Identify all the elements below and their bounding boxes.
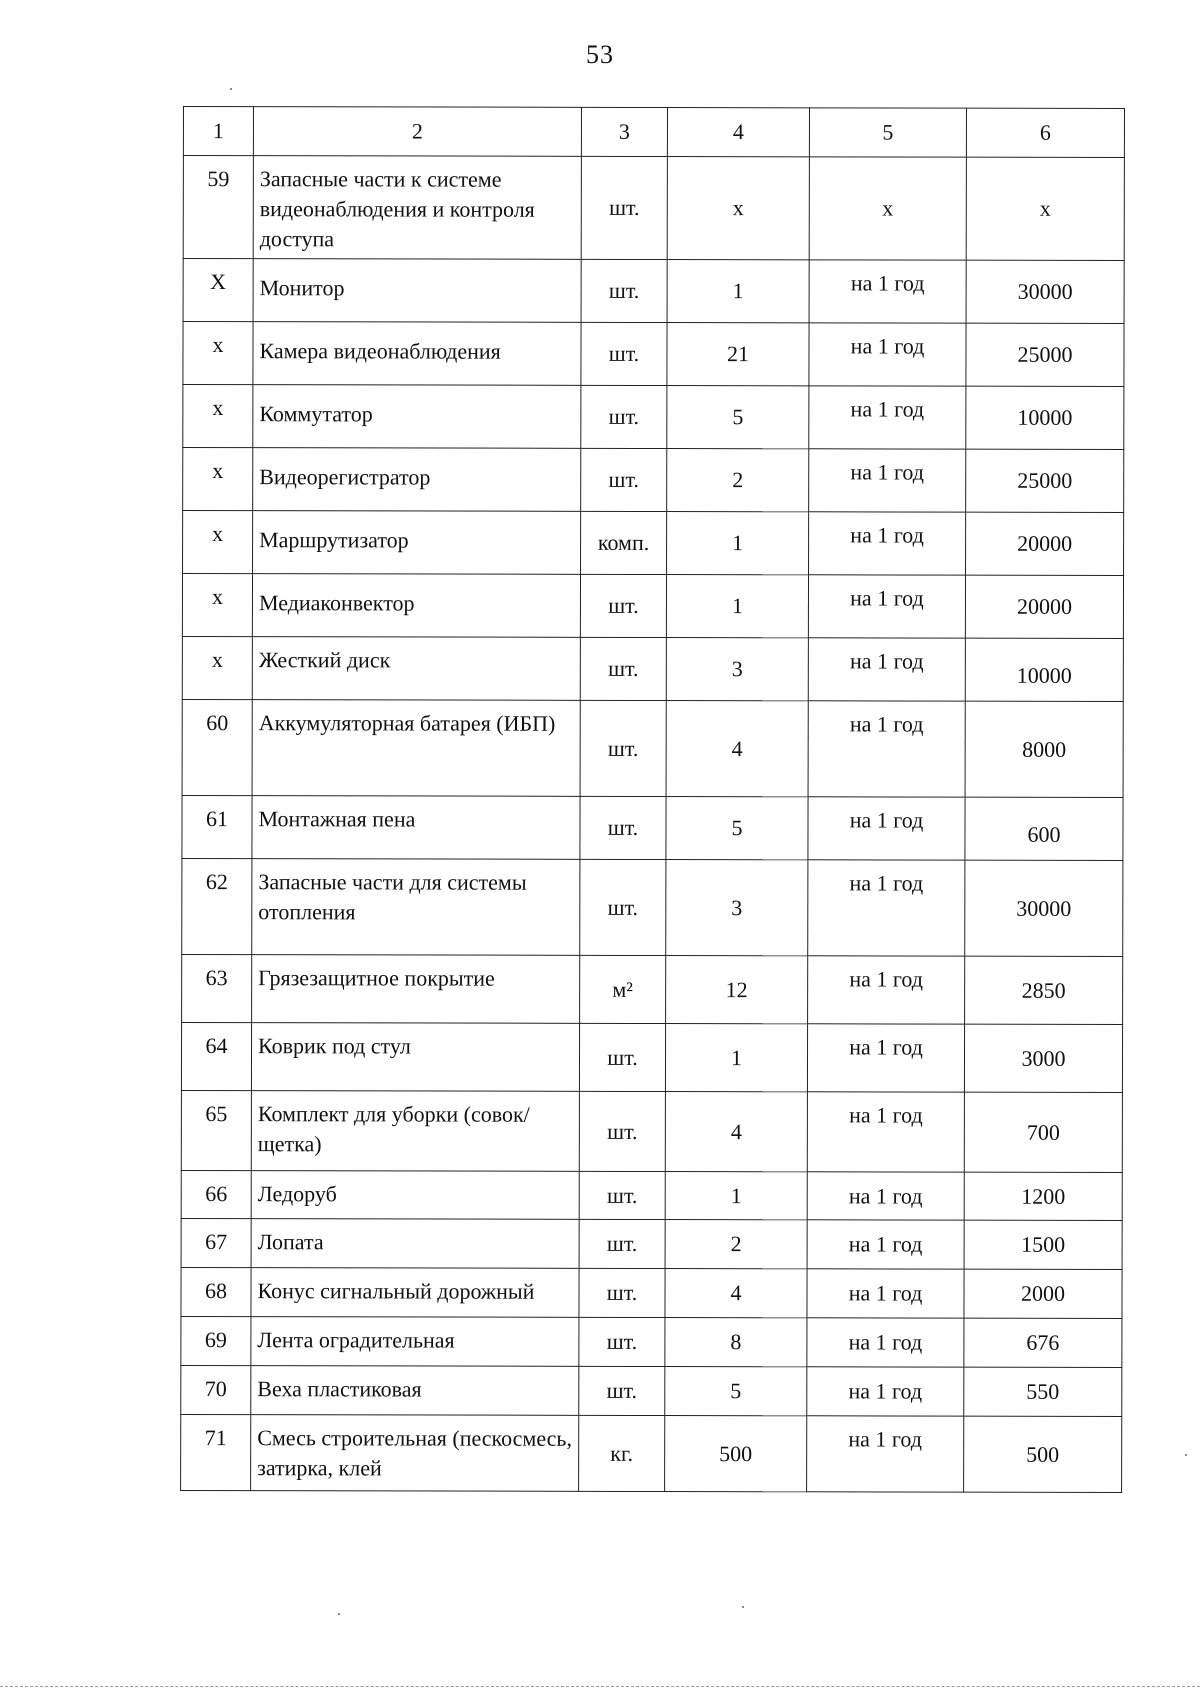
row-number: 69 (181, 1316, 251, 1365)
item-name: Коммутатор (253, 385, 581, 449)
period-cell: на 1 год (808, 860, 965, 956)
table-row (181, 1022, 1122, 1092)
quantity-cell: 12 (666, 956, 808, 1024)
table-row (183, 322, 1124, 387)
cost-cell: 1200 (964, 1172, 1122, 1220)
item-name: Монитор (253, 259, 581, 323)
table-row (181, 1090, 1122, 1172)
table-row (181, 1414, 1122, 1492)
quantity-cell: 1 (667, 260, 809, 323)
unit-cell: шт. (580, 859, 666, 955)
unit-cell: комп. (581, 511, 667, 574)
period-cell: на 1 год (809, 449, 966, 512)
quantity-cell: 4 (665, 1092, 807, 1172)
quantity-cell: 1 (665, 1172, 807, 1220)
quantity-cell: 1 (667, 512, 809, 575)
quantity-cell: 1 (666, 575, 808, 638)
unit-cell: шт. (579, 1091, 665, 1171)
period-cell: на 1 год (808, 701, 965, 797)
spare-parts-table (180, 106, 1125, 1493)
table-row (182, 636, 1123, 701)
table-row (182, 954, 1123, 1024)
scan-speck (1185, 1454, 1187, 1456)
unit-cell: шт. (580, 637, 666, 700)
row-number: х (182, 636, 252, 699)
scan-edge-line (0, 1686, 1200, 1687)
unit-cell: шт. (581, 156, 667, 259)
column-header-3: 3 (581, 107, 667, 156)
item-name: Медиаконвектор (252, 574, 580, 638)
table-row (182, 858, 1123, 956)
table-row (182, 795, 1123, 860)
period-cell: на 1 год (807, 1024, 964, 1092)
column-header-5: 5 (809, 108, 966, 157)
unit-cell: шт. (581, 259, 667, 322)
table-row (181, 1365, 1122, 1416)
unit-cell: м² (580, 955, 666, 1023)
item-name: Грязезащитное покрытие (252, 955, 580, 1024)
item-name: Конус сигнальный дорожный (251, 1268, 579, 1318)
item-name: Камера видеонаблюдения (253, 322, 581, 386)
period-cell: на 1 год (809, 323, 966, 386)
column-header-4: 4 (667, 108, 809, 157)
row-number: 60 (182, 699, 252, 795)
unit-cell: шт. (579, 1023, 665, 1091)
row-number: х (183, 322, 253, 385)
cost-cell: 550 (964, 1367, 1122, 1416)
period-cell: на 1 год (808, 797, 965, 860)
period-cell: на 1 год (807, 1220, 964, 1269)
cost-cell: 25000 (966, 449, 1124, 512)
item-name: Монтажная пена (252, 796, 580, 860)
item-name: Видеорегистратор (253, 448, 581, 512)
row-number: х (183, 385, 253, 448)
quantity-cell: 5 (666, 797, 808, 860)
table-row (183, 448, 1124, 513)
unit-cell: шт. (580, 796, 666, 859)
unit-cell: шт. (580, 700, 666, 796)
scan-speck (230, 88, 232, 90)
quantity-cell: 2 (665, 1220, 807, 1269)
row-number: 65 (181, 1090, 251, 1170)
row-number: 66 (181, 1170, 251, 1218)
cost-cell: 10000 (965, 638, 1123, 701)
period-cell: на 1 год (807, 1367, 964, 1416)
period-cell: на 1 год (808, 638, 965, 701)
table-row (183, 156, 1124, 261)
table-row (182, 699, 1123, 797)
period-cell: на 1 год (808, 956, 965, 1024)
row-number: х (183, 448, 253, 511)
item-name: Комплект для уборки (совок/щетка) (251, 1091, 579, 1172)
unit-cell: шт. (579, 1171, 665, 1219)
unit-cell: шт. (581, 385, 667, 448)
quantity-cell: х (667, 157, 809, 260)
period-cell: на 1 год (808, 575, 965, 638)
item-name: Смесь строительная (пескосмесь, затирка, клей (251, 1415, 579, 1492)
unit-cell: кг. (579, 1415, 665, 1491)
quantity-cell: 4 (665, 1269, 807, 1318)
page-number: 53 (586, 40, 614, 69)
period-cell: на 1 год (807, 1172, 964, 1220)
row-number: 61 (182, 795, 252, 858)
item-name: Аккумуляторная батарея (ИБП) (252, 700, 580, 797)
cost-cell: 1500 (964, 1220, 1122, 1269)
period-cell: на 1 год (807, 1416, 964, 1492)
column-header-2: 2 (253, 107, 581, 157)
item-name: Коврик под стул (251, 1023, 579, 1092)
cost-cell: 700 (964, 1092, 1122, 1172)
row-number: 67 (181, 1218, 251, 1267)
cost-cell: 30000 (965, 860, 1123, 956)
row-number: х (183, 511, 253, 574)
period-cell: х (809, 157, 966, 260)
row-number: 64 (181, 1022, 251, 1090)
cost-cell: 20000 (966, 512, 1124, 575)
table-row (181, 1316, 1122, 1367)
quantity-cell: 21 (667, 323, 809, 386)
table-row (181, 1170, 1122, 1220)
period-cell: на 1 год (809, 260, 966, 323)
row-number: 68 (181, 1267, 251, 1316)
unit-cell: шт. (579, 1317, 665, 1366)
cost-cell: 2850 (965, 956, 1123, 1024)
quantity-cell: 4 (666, 701, 808, 797)
cost-cell: х (966, 157, 1124, 260)
row-number: 63 (182, 954, 252, 1022)
item-name: Лента оградительная (251, 1317, 579, 1367)
scan-speck (742, 1606, 744, 1608)
column-header-1: 1 (183, 107, 253, 156)
item-name: Запасные части для системы отопления (252, 859, 580, 956)
cost-cell: 3000 (964, 1024, 1122, 1092)
item-name: Жесткий диск (252, 637, 580, 701)
unit-cell: шт. (579, 1366, 665, 1415)
item-name: Лопата (251, 1219, 579, 1269)
table-header-row (183, 107, 1124, 158)
cost-cell: 2000 (964, 1269, 1122, 1318)
scan-speck (338, 1613, 340, 1615)
table-row (182, 574, 1123, 639)
period-cell: на 1 год (807, 1318, 964, 1367)
row-number: 59 (183, 156, 253, 259)
cost-cell: 8000 (965, 701, 1123, 797)
period-cell: на 1 год (809, 386, 966, 449)
table-row (183, 259, 1124, 324)
quantity-cell: 2 (667, 449, 809, 512)
cost-cell: 30000 (966, 260, 1124, 323)
unit-cell: шт. (581, 448, 667, 511)
table-row (183, 511, 1124, 576)
quantity-cell: 5 (665, 1367, 807, 1416)
table-row (181, 1267, 1122, 1318)
unit-cell: шт. (579, 1268, 665, 1317)
table-row (181, 1218, 1122, 1269)
period-cell: на 1 год (807, 1092, 964, 1172)
cost-cell: 676 (964, 1318, 1122, 1367)
period-cell: на 1 год (809, 512, 966, 575)
unit-cell: шт. (581, 322, 667, 385)
row-number: Х (183, 259, 253, 322)
row-number: 70 (181, 1365, 251, 1414)
table-row (183, 385, 1124, 450)
cost-cell: 25000 (966, 323, 1124, 386)
item-name: Ледоруб (251, 1171, 579, 1220)
column-header-6: 6 (966, 108, 1124, 157)
cost-cell: 20000 (965, 575, 1123, 638)
row-number: 62 (182, 858, 252, 954)
cost-cell: 600 (965, 797, 1123, 860)
unit-cell: шт. (579, 1219, 665, 1268)
row-number: х (182, 574, 252, 637)
item-name: Веха пластиковая (251, 1366, 579, 1416)
quantity-cell: 8 (665, 1318, 807, 1367)
period-cell: на 1 год (807, 1269, 964, 1318)
cost-cell: 500 (964, 1416, 1122, 1492)
quantity-cell: 5 (667, 386, 809, 449)
item-name: Маршрутизатор (253, 511, 581, 575)
unit-cell: шт. (580, 574, 666, 637)
quantity-cell: 1 (665, 1024, 807, 1092)
quantity-cell: 500 (665, 1416, 807, 1492)
cost-cell: 10000 (966, 386, 1124, 449)
quantity-cell: 3 (666, 860, 808, 956)
item-name: Запасные части к системе видеонаблюдения и контроля доступа (253, 156, 581, 260)
row-number: 71 (181, 1414, 251, 1490)
quantity-cell: 3 (666, 638, 808, 701)
